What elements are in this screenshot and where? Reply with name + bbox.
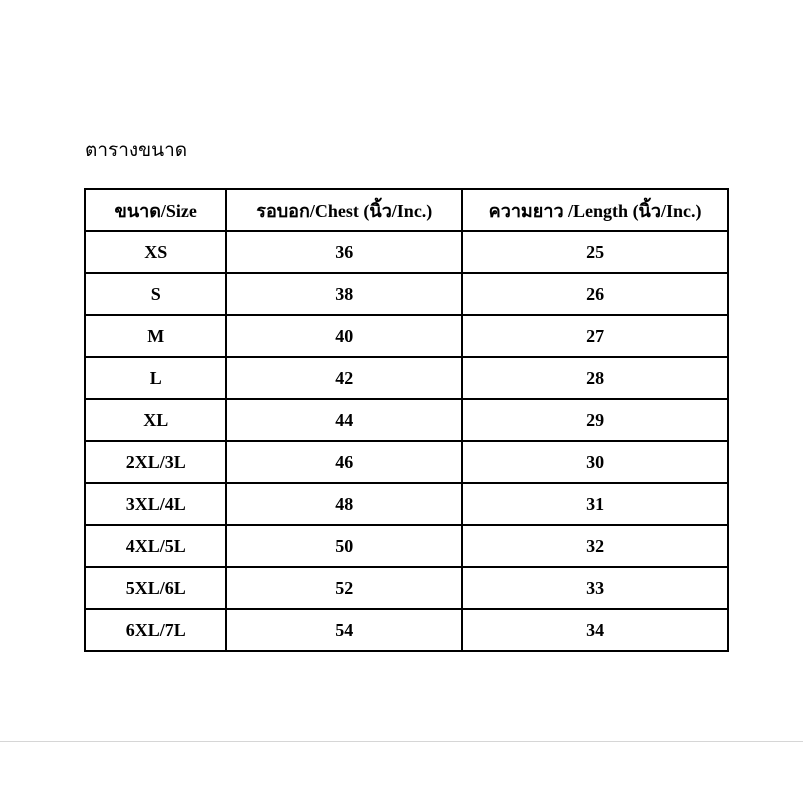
chest-cell: 38 xyxy=(226,273,462,315)
chest-cell: 42 xyxy=(226,357,462,399)
length-cell: 25 xyxy=(462,231,728,273)
size-cell: L xyxy=(85,357,226,399)
length-cell: 29 xyxy=(462,399,728,441)
chest-cell: 40 xyxy=(226,315,462,357)
length-cell: 32 xyxy=(462,525,728,567)
size-cell: XL xyxy=(85,399,226,441)
table-row xyxy=(85,483,728,525)
bottom-divider xyxy=(0,741,803,742)
table-row xyxy=(85,399,728,441)
length-cell: 26 xyxy=(462,273,728,315)
table-row xyxy=(85,357,728,399)
chest-cell: 50 xyxy=(226,525,462,567)
header-size: ขนาด/Size xyxy=(85,189,226,231)
table-row xyxy=(85,315,728,357)
size-cell: 2XL/3L xyxy=(85,441,226,483)
size-cell: XS xyxy=(85,231,226,273)
size-cell: S xyxy=(85,273,226,315)
length-cell: 33 xyxy=(462,567,728,609)
table-header-row xyxy=(85,189,728,231)
length-cell: 28 xyxy=(462,357,728,399)
table-row xyxy=(85,441,728,483)
length-cell: 30 xyxy=(462,441,728,483)
table-body xyxy=(85,231,728,651)
chest-cell: 44 xyxy=(226,399,462,441)
table-row xyxy=(85,273,728,315)
page-title: ตารางขนาด xyxy=(85,139,188,161)
length-cell: 34 xyxy=(462,609,728,651)
header-chest: รอบอก/Chest (นิ้ว/Inc.) xyxy=(226,189,462,231)
header-length: ความยาว /Length (นิ้ว/Inc.) xyxy=(462,189,728,231)
size-chart-table xyxy=(84,188,729,652)
table-row xyxy=(85,231,728,273)
chest-cell: 54 xyxy=(226,609,462,651)
size-cell: 4XL/5L xyxy=(85,525,226,567)
chest-cell: 48 xyxy=(226,483,462,525)
chest-cell: 46 xyxy=(226,441,462,483)
table-row xyxy=(85,609,728,651)
table-row xyxy=(85,567,728,609)
size-cell: M xyxy=(85,315,226,357)
size-cell: 3XL/4L xyxy=(85,483,226,525)
table-row xyxy=(85,525,728,567)
length-cell: 31 xyxy=(462,483,728,525)
size-cell: 6XL/7L xyxy=(85,609,226,651)
chest-cell: 52 xyxy=(226,567,462,609)
size-cell: 5XL/6L xyxy=(85,567,226,609)
length-cell: 27 xyxy=(462,315,728,357)
chest-cell: 36 xyxy=(226,231,462,273)
